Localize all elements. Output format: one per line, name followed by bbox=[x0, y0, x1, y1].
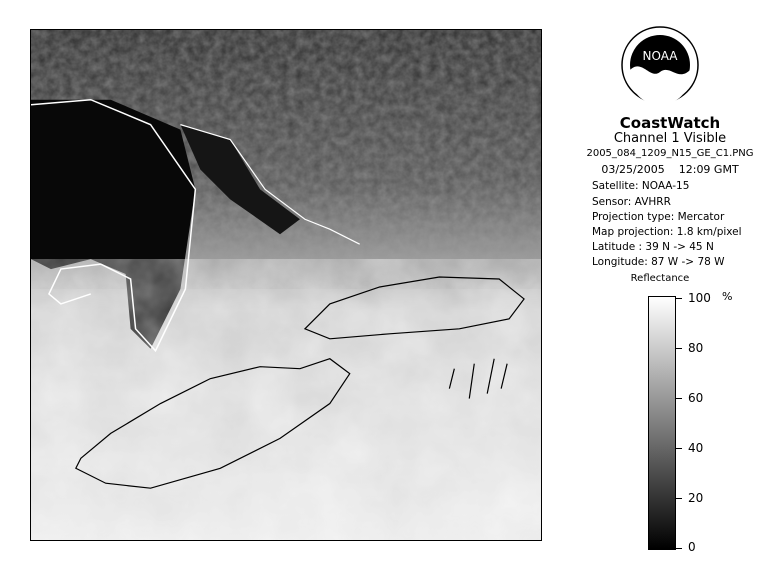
legend-tick-label: 20 bbox=[688, 491, 704, 505]
reflectance-colorbar bbox=[648, 296, 676, 550]
datetime-label bbox=[570, 163, 770, 176]
legend-tick-label: 80 bbox=[688, 341, 704, 355]
legend-tick bbox=[676, 298, 682, 299]
legend-tick-label: 60 bbox=[688, 391, 704, 405]
legend-tick-label: 40 bbox=[688, 441, 704, 455]
legend-title: Reflectance bbox=[630, 273, 690, 284]
satellite-label: Satellite: NOAA-15 bbox=[592, 180, 690, 192]
satellite-image bbox=[30, 29, 542, 541]
legend-tick bbox=[676, 548, 682, 549]
legend-tick bbox=[676, 348, 682, 349]
map-projection-label: Map projection: 1.8 km/pixel bbox=[592, 226, 742, 238]
projection-type-label: Projection type: Mercator bbox=[592, 211, 725, 223]
longitude-label: Longitude: 87 W -> 78 W bbox=[592, 256, 725, 268]
date-label: 03/25/2005 bbox=[601, 163, 665, 176]
legend-tick-label: 0 bbox=[688, 540, 696, 554]
latitude-label: Latitude : 39 N -> 45 N bbox=[592, 241, 714, 253]
channel-label: Channel 1 Visible bbox=[613, 131, 727, 146]
sensor-label: Sensor: AVHRR bbox=[592, 196, 671, 208]
filename-label: 2005_084_1209_N15_GE_C1.PNG bbox=[586, 148, 754, 159]
legend-tick bbox=[676, 448, 682, 449]
noaa-logo bbox=[620, 20, 700, 110]
legend-tick bbox=[676, 498, 682, 499]
time-label: 12:09 GMT bbox=[678, 163, 739, 176]
legend-tick-label: 100 bbox=[688, 291, 711, 305]
legend-unit: % bbox=[722, 290, 733, 303]
brand-title: CoastWatch bbox=[619, 114, 721, 132]
legend-tick bbox=[676, 398, 682, 399]
logo-text: NOAA bbox=[642, 49, 678, 63]
